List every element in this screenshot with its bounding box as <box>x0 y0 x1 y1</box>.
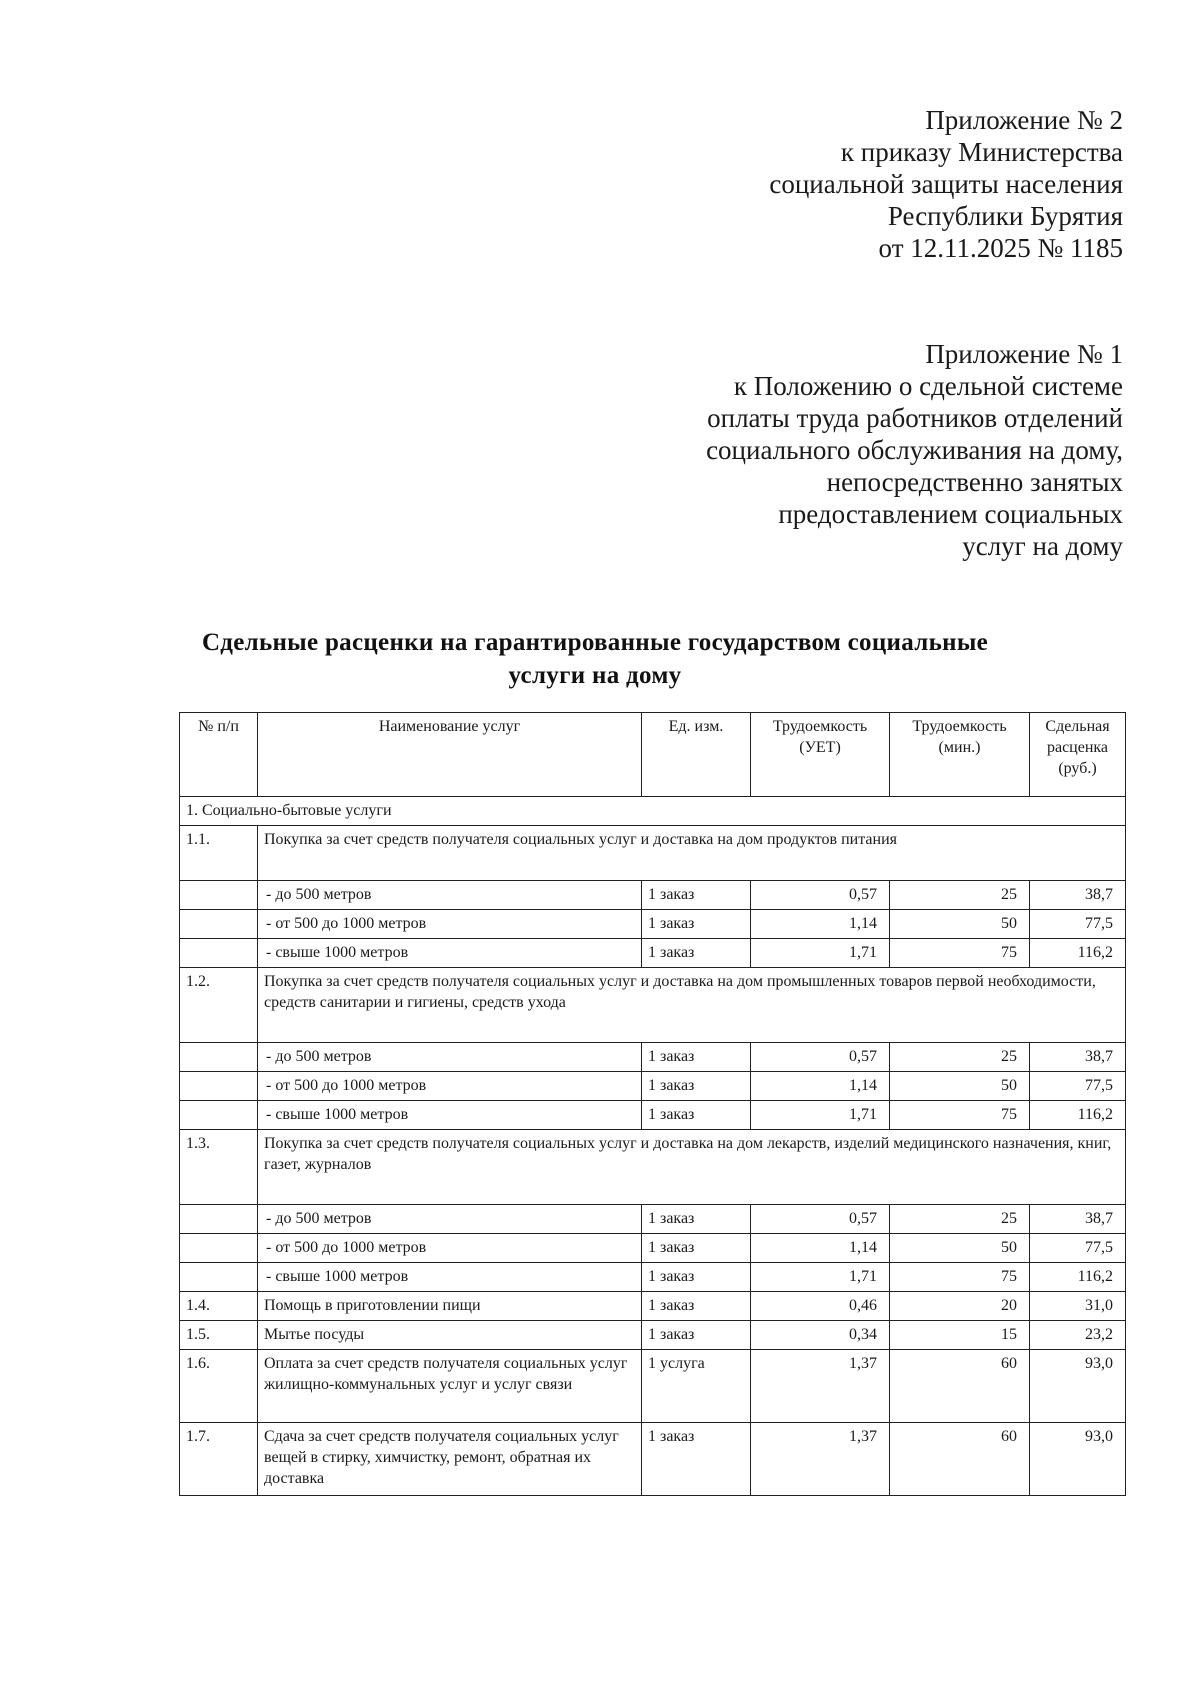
row-min: 50 <box>890 1234 1030 1263</box>
row-price: 77,5 <box>1030 1234 1126 1263</box>
appendix-1-line: Приложение № 1 <box>925 339 1123 369</box>
table-row <box>180 1072 1126 1101</box>
row-price: 77,5 <box>1030 910 1126 939</box>
row-price: 93,0 <box>1030 1350 1126 1423</box>
row-num: 1.5. <box>180 1321 258 1350</box>
row-price: 38,7 <box>1030 1043 1126 1072</box>
row-unit: 1 заказ <box>642 1321 751 1350</box>
table-group-row <box>180 826 1126 881</box>
row-uet: 1,37 <box>751 1423 890 1496</box>
row-min: 25 <box>890 1205 1030 1234</box>
row-name: - от 500 до 1000 метров <box>258 1072 642 1101</box>
row-unit: 1 заказ <box>642 1263 751 1292</box>
appendix-1-header <box>706 338 1123 562</box>
row-price: 23,2 <box>1030 1321 1126 1350</box>
header-price: Сдельная расценка (руб.) <box>1030 713 1126 797</box>
appendix-1-line: оплаты труда работников отделений <box>707 403 1123 433</box>
row-unit: 1 заказ <box>642 910 751 939</box>
table-group-row <box>180 1130 1126 1205</box>
row-num <box>180 1043 258 1072</box>
row-unit: 1 заказ <box>642 1101 751 1130</box>
row-name: - от 500 до 1000 метров <box>258 1234 642 1263</box>
row-uet: 1,71 <box>751 1263 890 1292</box>
table-group-row <box>180 968 1126 1043</box>
row-min: 15 <box>890 1321 1030 1350</box>
row-num: 1.6. <box>180 1350 258 1423</box>
group-name: Покупка за счет средств получателя социальных услуг и доставка на дом продуктов питания <box>258 826 1126 881</box>
group-num: 1.1. <box>180 826 258 881</box>
appendix-1-line: к Положению о сдельной системе <box>733 371 1123 401</box>
row-unit: 1 заказ <box>642 1072 751 1101</box>
row-uet: 1,37 <box>751 1350 890 1423</box>
row-name: - до 500 метров <box>258 881 642 910</box>
appendix-2-line: Республики Бурятия <box>887 201 1123 231</box>
row-num <box>180 1234 258 1263</box>
row-price: 38,7 <box>1030 881 1126 910</box>
row-price: 77,5 <box>1030 1072 1126 1101</box>
row-name: - свыше 1000 метров <box>258 939 642 968</box>
appendix-2-line: к приказу Министерства <box>840 137 1123 167</box>
row-num: 1.4. <box>180 1292 258 1321</box>
row-min: 75 <box>890 939 1030 968</box>
row-min: 60 <box>890 1423 1030 1496</box>
title-line-2: услуги на дому <box>508 662 682 689</box>
table-row <box>180 1234 1126 1263</box>
section-title: 1. Социально-бытовые услуги <box>180 797 1126 826</box>
row-uet: 0,46 <box>751 1292 890 1321</box>
row-name: Помощь в приготовлении пищи <box>258 1292 642 1321</box>
document-title <box>180 626 1010 692</box>
row-num <box>180 1205 258 1234</box>
table-row <box>180 1043 1126 1072</box>
appendix-1-line: предоставлением социальных <box>778 499 1123 529</box>
group-name: Покупка за счет средств получателя социальных услуг и доставка на дом промышленных товаров первой необходимости, средств санитарии и гигиены, средств ухода <box>258 968 1126 1043</box>
row-unit: 1 заказ <box>642 1292 751 1321</box>
row-num <box>180 910 258 939</box>
row-name: Оплата за счет средств получателя социальных услуг жилищно-коммунальных услуг и услуг связи <box>258 1350 642 1423</box>
table-row <box>180 1205 1126 1234</box>
row-num <box>180 1072 258 1101</box>
row-unit: 1 заказ <box>642 1043 751 1072</box>
appendix-1-line: услуг на дому <box>962 531 1123 561</box>
appendix-2-line: от 12.11.2025 № 1185 <box>878 233 1123 263</box>
header-name: Наименование услуг <box>258 713 642 797</box>
row-min: 25 <box>890 881 1030 910</box>
row-price: 31,0 <box>1030 1292 1126 1321</box>
table-row <box>180 1263 1126 1292</box>
table-row <box>180 1350 1126 1423</box>
row-min: 75 <box>890 1101 1030 1130</box>
group-num: 1.3. <box>180 1130 258 1205</box>
header-min: Трудоемкость (мин.) <box>890 713 1030 797</box>
row-min: 20 <box>890 1292 1030 1321</box>
row-min: 60 <box>890 1350 1030 1423</box>
section-row <box>180 797 1126 826</box>
row-price: 116,2 <box>1030 1263 1126 1292</box>
table-row <box>180 910 1126 939</box>
row-uet: 0,57 <box>751 1043 890 1072</box>
row-price: 93,0 <box>1030 1423 1126 1496</box>
row-name: - свыше 1000 метров <box>258 1101 642 1130</box>
row-uet: 0,57 <box>751 1205 890 1234</box>
group-num: 1.2. <box>180 968 258 1043</box>
row-num: 1.7. <box>180 1423 258 1496</box>
row-unit: 1 заказ <box>642 1205 751 1234</box>
row-unit: 1 заказ <box>642 939 751 968</box>
table-row <box>180 1292 1126 1321</box>
row-unit: 1 заказ <box>642 881 751 910</box>
row-num <box>180 881 258 910</box>
row-uet: 1,71 <box>751 1101 890 1130</box>
row-name: - до 500 метров <box>258 1043 642 1072</box>
row-uet: 1,14 <box>751 1072 890 1101</box>
appendix-2-line: Приложение № 2 <box>925 105 1123 135</box>
row-unit: 1 заказ <box>642 1234 751 1263</box>
row-min: 50 <box>890 910 1030 939</box>
row-name: Сдача за счет средств получателя социальных услуг вещей в стирку, химчистку, ремонт, обратная их доставка <box>258 1423 642 1496</box>
row-unit: 1 услуга <box>642 1350 751 1423</box>
table-row <box>180 1101 1126 1130</box>
appendix-1-line: непосредственно занятых <box>826 467 1123 497</box>
group-name: Покупка за счет средств получателя социальных услуг и доставка на дом лекарств, изделий медицинского назначения, книг, газет, журналов <box>258 1130 1126 1205</box>
row-uet: 1,14 <box>751 1234 890 1263</box>
row-unit: 1 заказ <box>642 1423 751 1496</box>
row-price: 116,2 <box>1030 1101 1126 1130</box>
row-num <box>180 1263 258 1292</box>
table-row <box>180 1321 1126 1350</box>
row-num <box>180 939 258 968</box>
row-uet: 0,34 <box>751 1321 890 1350</box>
row-min: 75 <box>890 1263 1030 1292</box>
appendix-1-line: социального обслуживания на дому, <box>706 435 1123 465</box>
appendix-2-line: социальной защиты населения <box>769 169 1123 199</box>
row-name: - до 500 метров <box>258 1205 642 1234</box>
row-uet: 1,14 <box>751 910 890 939</box>
row-uet: 1,71 <box>751 939 890 968</box>
row-name: - свыше 1000 метров <box>258 1263 642 1292</box>
row-min: 25 <box>890 1043 1030 1072</box>
row-uet: 0,57 <box>751 881 890 910</box>
title-line-1: Сдельные расценки на гарантированные государством социальные <box>201 629 989 656</box>
row-price: 116,2 <box>1030 939 1126 968</box>
row-price: 38,7 <box>1030 1205 1126 1234</box>
row-num <box>180 1101 258 1130</box>
row-name: - от 500 до 1000 метров <box>258 910 642 939</box>
row-name: Мытье посуды <box>258 1321 642 1350</box>
table-header-row <box>180 713 1126 797</box>
row-min: 50 <box>890 1072 1030 1101</box>
rates-table <box>179 712 1126 1496</box>
appendix-2-header <box>769 104 1123 264</box>
table-row <box>180 939 1126 968</box>
table-row <box>180 881 1126 910</box>
table-row <box>180 1423 1126 1496</box>
header-uet: Трудоемкость (УЕТ) <box>751 713 890 797</box>
header-num: № п/п <box>180 713 258 797</box>
header-unit: Ед. изм. <box>642 713 751 797</box>
